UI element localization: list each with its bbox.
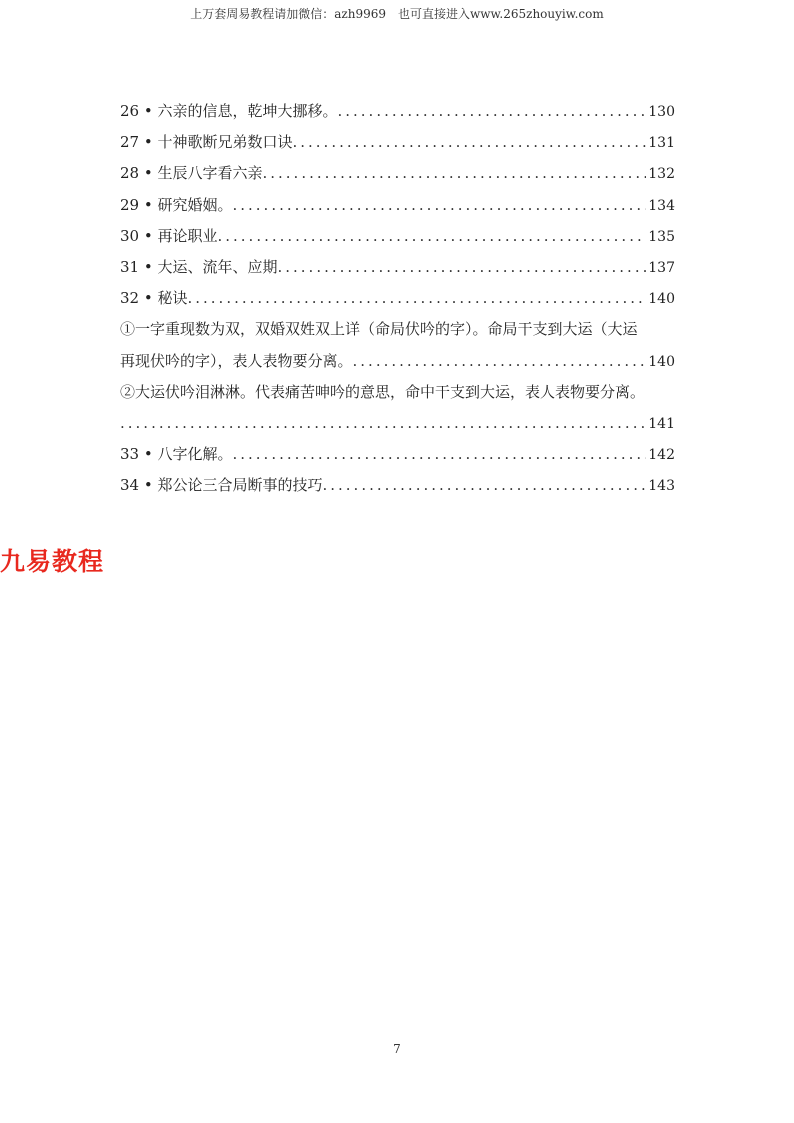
toc-leader-dots [187, 283, 646, 314]
toc-leader-dots [217, 221, 646, 252]
table-of-contents [120, 96, 675, 501]
toc-leader-dots [120, 408, 646, 439]
toc-entry-32[interactable] [120, 283, 675, 314]
toc-leader-dots [277, 252, 646, 283]
toc-entry-page: 131 [648, 135, 675, 152]
toc-entry-page: 140 [648, 291, 675, 308]
toc-subentry-1[interactable] [120, 346, 675, 377]
toc-leader-dots [337, 96, 646, 127]
page-number: 7 [393, 1042, 401, 1056]
toc-subentry-2-line1[interactable]: ②大运伏吟泪淋淋。代表痛苦呻吟的意思，命中干支到大运，表人表物要分离。 [120, 382, 646, 401]
toc-leader-dots [292, 127, 646, 158]
toc-entry-page: 141 [648, 415, 675, 432]
toc-entry-page: 134 [648, 197, 675, 214]
toc-entry-29[interactable] [120, 190, 675, 221]
toc-entry-page: 135 [648, 228, 675, 245]
toc-entry-title: 30 • 再论职业 [120, 226, 218, 245]
toc-leader-dots [232, 190, 646, 221]
toc-entry-26[interactable] [120, 96, 675, 127]
toc-entry-30[interactable] [120, 221, 675, 252]
toc-entry-page: 130 [648, 104, 675, 120]
toc-entry-page: 143 [648, 478, 675, 495]
toc-entry-title: 34 • 郑公论三合局断事的技巧 [120, 476, 323, 495]
toc-entry-33[interactable] [120, 439, 675, 470]
toc-entry-title: 再现伏吟的字），表人表物要分离。 [120, 351, 353, 370]
toc-entry-page: 140 [648, 353, 675, 370]
toc-entry-title: 28 • 生辰八字看六亲 [120, 164, 263, 183]
toc-leader-dots [353, 346, 647, 377]
toc-entry-34[interactable] [120, 470, 675, 501]
toc-leader-dots [262, 158, 646, 189]
toc-entry-27[interactable] [120, 127, 675, 158]
toc-entry-title: 33 • 八字化解。 [120, 445, 233, 464]
toc-entry-title: 32 • 秘诀 [120, 289, 188, 308]
toc-entry-page: 137 [648, 259, 675, 276]
page-header: 上万套周易教程请加微信：azh9969 也可直接进入www.265zhouyiw.com [190, 7, 604, 21]
toc-subentry-2[interactable] [120, 408, 675, 439]
toc-entry-title: 29 • 研究婚姻。 [120, 195, 233, 214]
toc-leader-dots [232, 439, 646, 470]
toc-entry-title: 26 • 六亲的信息，乾坤大挪移。 [120, 102, 338, 120]
toc-leader-dots [322, 470, 646, 501]
toc-entry-31[interactable] [120, 252, 675, 283]
toc-entry-28[interactable] [120, 158, 675, 189]
brand-watermark: 九易教程 [0, 547, 105, 576]
toc-subentry-1-line1[interactable]: ①一字重现数为双，双婚双姓双上详（命局伏吟的字）。命局干支到大运（大运 [120, 320, 638, 339]
toc-entry-page: 142 [648, 447, 675, 464]
toc-entry-title: 31 • 大运、流年、应期 [120, 257, 278, 276]
toc-entry-page: 132 [648, 166, 675, 183]
toc-entry-title: 27 • 十神歌断兄弟数口诀 [120, 133, 293, 152]
